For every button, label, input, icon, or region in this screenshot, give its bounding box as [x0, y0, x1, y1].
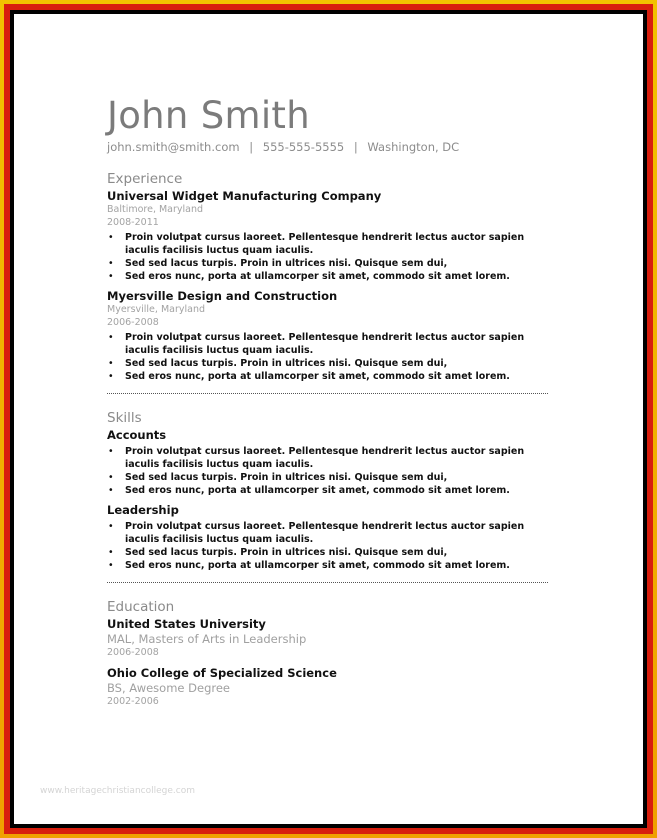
section-divider — [107, 582, 548, 583]
job-company: Myersville Design and Construction — [107, 289, 338, 303]
job-company: Universal Widget Manufacturing Company — [107, 189, 382, 203]
contact-line — [107, 140, 552, 156]
watermark: www.heritagechristiancollege.com — [40, 786, 195, 796]
skill-group-title: Accounts — [107, 428, 167, 442]
bullet-item: • Sed sed lacus turpis. Proin in ultrices nisi. Quisque sem dui, — [107, 257, 552, 270]
skill-bullets — [107, 445, 552, 497]
bullet-item: • Sed eros nunc, porta at ullamcorper sit amet, commodo sit amet lorem. — [107, 559, 552, 572]
school-degree: BS, Awesome Degree — [107, 680, 230, 695]
skill-group-title: Leadership — [107, 503, 179, 517]
section-title-experience: Experience — [107, 171, 183, 187]
bullet-item: • Proin volutpat cursus laoreet. Pellentesque hendrerit lectus auctor sapien iaculis facilisis luctus quam iaculis. — [107, 445, 552, 471]
job-bullets — [107, 331, 552, 383]
resume-name: John Smith — [107, 94, 310, 137]
section-title-education: Education — [107, 599, 175, 615]
bullet-item: • Sed eros nunc, porta at ullamcorper sit amet, commodo sit amet lorem. — [107, 270, 552, 283]
job-location: Myersville, Maryland — [107, 304, 206, 315]
job-bullets — [107, 231, 552, 283]
contact-separator: | — [353, 140, 358, 154]
bullet-item: • Proin volutpat cursus laoreet. Pellentesque hendrerit lectus auctor sapien iaculis facilisis luctus quam iaculis. — [107, 231, 552, 257]
bullet-item: • Sed sed lacus turpis. Proin in ultrices nisi. Quisque sem dui, — [107, 357, 552, 370]
contact-email: john.smith@smith.com — [107, 140, 240, 154]
school-name: Ohio College of Specialized Science — [107, 665, 337, 680]
bullet-item: • Proin volutpat cursus laoreet. Pellentesque hendrerit lectus auctor sapien iaculis facilisis luctus quam iaculis. — [107, 520, 552, 546]
contact-location: Washington, DC — [367, 140, 460, 154]
job-location: Baltimore, Maryland — [107, 204, 204, 215]
skill-bullets — [107, 520, 552, 572]
school-degree: MAL, Masters of Arts in Leadership — [107, 632, 307, 646]
school-name: United States University — [107, 617, 266, 631]
job-dates: 2006-2008 — [107, 316, 159, 328]
contact-separator: | — [249, 140, 254, 154]
bullet-item: • Sed eros nunc, porta at ullamcorper sit amet, commodo sit amet lorem. — [107, 484, 552, 497]
bullet-item: • Sed eros nunc, porta at ullamcorper sit amet, commodo sit amet lorem. — [107, 370, 552, 383]
bullet-item: • Sed sed lacus turpis. Proin in ultrices nisi. Quisque sem dui, — [107, 471, 552, 484]
section-divider — [107, 393, 548, 394]
bullet-item: • Proin volutpat cursus laoreet. Pellentesque hendrerit lectus auctor sapien iaculis facilisis luctus quam iaculis. — [107, 331, 552, 357]
bullet-item: • Sed sed lacus turpis. Proin in ultrices nisi. Quisque sem dui, — [107, 546, 552, 559]
job-dates: 2008-2011 — [107, 216, 159, 228]
school-dates: 2006-2008 — [107, 647, 159, 658]
school-dates: 2002-2006 — [107, 695, 159, 707]
resume-content — [107, 96, 552, 708]
section-title-skills: Skills — [107, 410, 142, 426]
contact-phone: 555-555-5555 — [262, 140, 345, 154]
